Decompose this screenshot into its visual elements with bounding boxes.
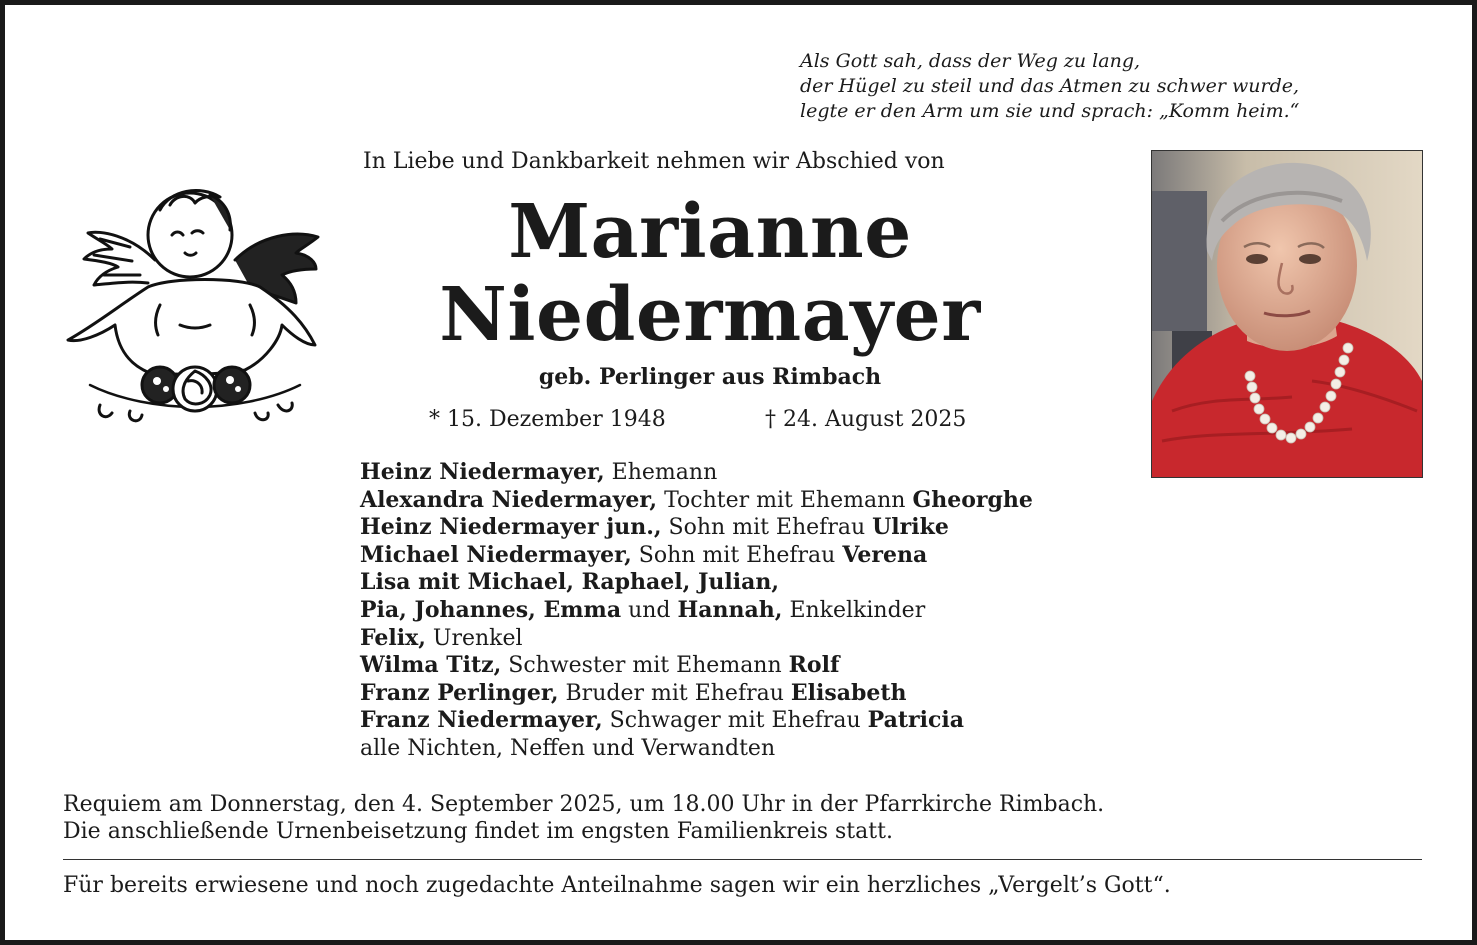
mourner-name: Ulrike	[872, 514, 949, 541]
mourner-row	[360, 514, 1033, 542]
requiem-line: Requiem am Donnerstag, den 4. September 2025, um 18.00 Uhr in der Pfarrkirche Rimbach.	[63, 792, 1105, 817]
poem-line: legte er den Arm um sie und sprach: „Komm heim.“	[800, 100, 1300, 122]
deceased-last-name: Niedermayer	[439, 272, 981, 358]
mourner-row	[360, 707, 1033, 735]
mourner-name: Lisa mit Michael, Raphael, Julian,	[360, 569, 779, 596]
mourner-row	[360, 680, 1033, 708]
mourner-row	[360, 542, 1033, 570]
death-date: † 24. August 2025	[765, 407, 967, 432]
poem-line: der Hügel zu steil und das Atmen zu schwer wurde,	[800, 75, 1300, 97]
burial-line: Die anschließende Urnenbeisetzung findet im engsten Familienkreis statt.	[63, 819, 893, 844]
mourner-row	[360, 735, 1033, 763]
mourner-row	[360, 597, 1033, 625]
portrait-photo	[1151, 150, 1423, 478]
mourners-list	[360, 459, 1033, 763]
maiden-name: geb. Perlinger aus Rimbach	[538, 364, 882, 390]
mourner-relation: Ehemann	[604, 460, 718, 485]
mourner-name: Alexandra Niedermayer,	[360, 486, 658, 513]
mourner-row	[360, 487, 1033, 515]
mourner-name: Verena	[842, 541, 928, 568]
mourner-name: Franz Perlinger,	[360, 679, 559, 706]
mourner-name: Hannah,	[677, 596, 783, 623]
mourner-relation: Urenkel	[425, 625, 523, 651]
angel-icon	[60, 175, 325, 440]
mourner-name: Patricia	[867, 707, 964, 734]
mourner-name: Felix,	[360, 624, 426, 651]
service-info	[63, 791, 1104, 845]
mourner-relation: Enkelkinder	[782, 597, 926, 623]
mourner-row	[360, 652, 1033, 680]
mourner-name: Heinz Niedermayer jun.,	[360, 514, 662, 541]
mourner-name: Michael Niedermayer,	[360, 541, 632, 568]
mourner-relation: Schwager mit Ehefrau	[602, 708, 868, 734]
mourner-relation: Bruder mit Ehefrau	[558, 680, 791, 706]
mourner-relation: Sohn mit Ehefrau	[631, 542, 843, 568]
deceased-first-name: Marianne	[508, 189, 912, 275]
mourner-name: Heinz Niedermayer,	[360, 459, 605, 485]
mourner-relation: Tochter mit Ehemann	[657, 487, 913, 513]
thanks-text: Für bereits erwiesene und noch zugedachte Anteilnahme sagen wir ein herzliches „Vergelt’s Gott“.	[63, 873, 1171, 898]
divider	[63, 859, 1422, 860]
memorial-poem	[800, 49, 1299, 124]
mourner-row	[360, 459, 1033, 487]
mourner-relation: und	[621, 597, 678, 623]
mourner-name: Franz Niedermayer,	[360, 707, 603, 734]
mourner-name: Wilma Titz,	[360, 652, 502, 679]
mourner-relation: Sohn mit Ehefrau	[661, 515, 873, 541]
mourner-relation: alle Nichten, Neffen und Verwandten	[360, 735, 776, 761]
poem-line: Als Gott sah, dass der Weg zu lang,	[800, 50, 1141, 72]
intro-text: In Liebe und Dankbarkeit nehmen wir Abschied von	[363, 149, 945, 174]
mourner-row	[360, 625, 1033, 653]
birth-date: * 15. Dezember 1948	[429, 407, 666, 432]
mourner-name: Pia, Johannes, Emma	[360, 596, 622, 623]
mourner-row	[360, 569, 1033, 597]
mourner-name: Elisabeth	[790, 679, 907, 706]
mourner-name: Gheorghe	[912, 486, 1033, 513]
mourner-name: Rolf	[788, 652, 840, 679]
mourner-relation: Schwester mit Ehemann	[501, 653, 789, 679]
